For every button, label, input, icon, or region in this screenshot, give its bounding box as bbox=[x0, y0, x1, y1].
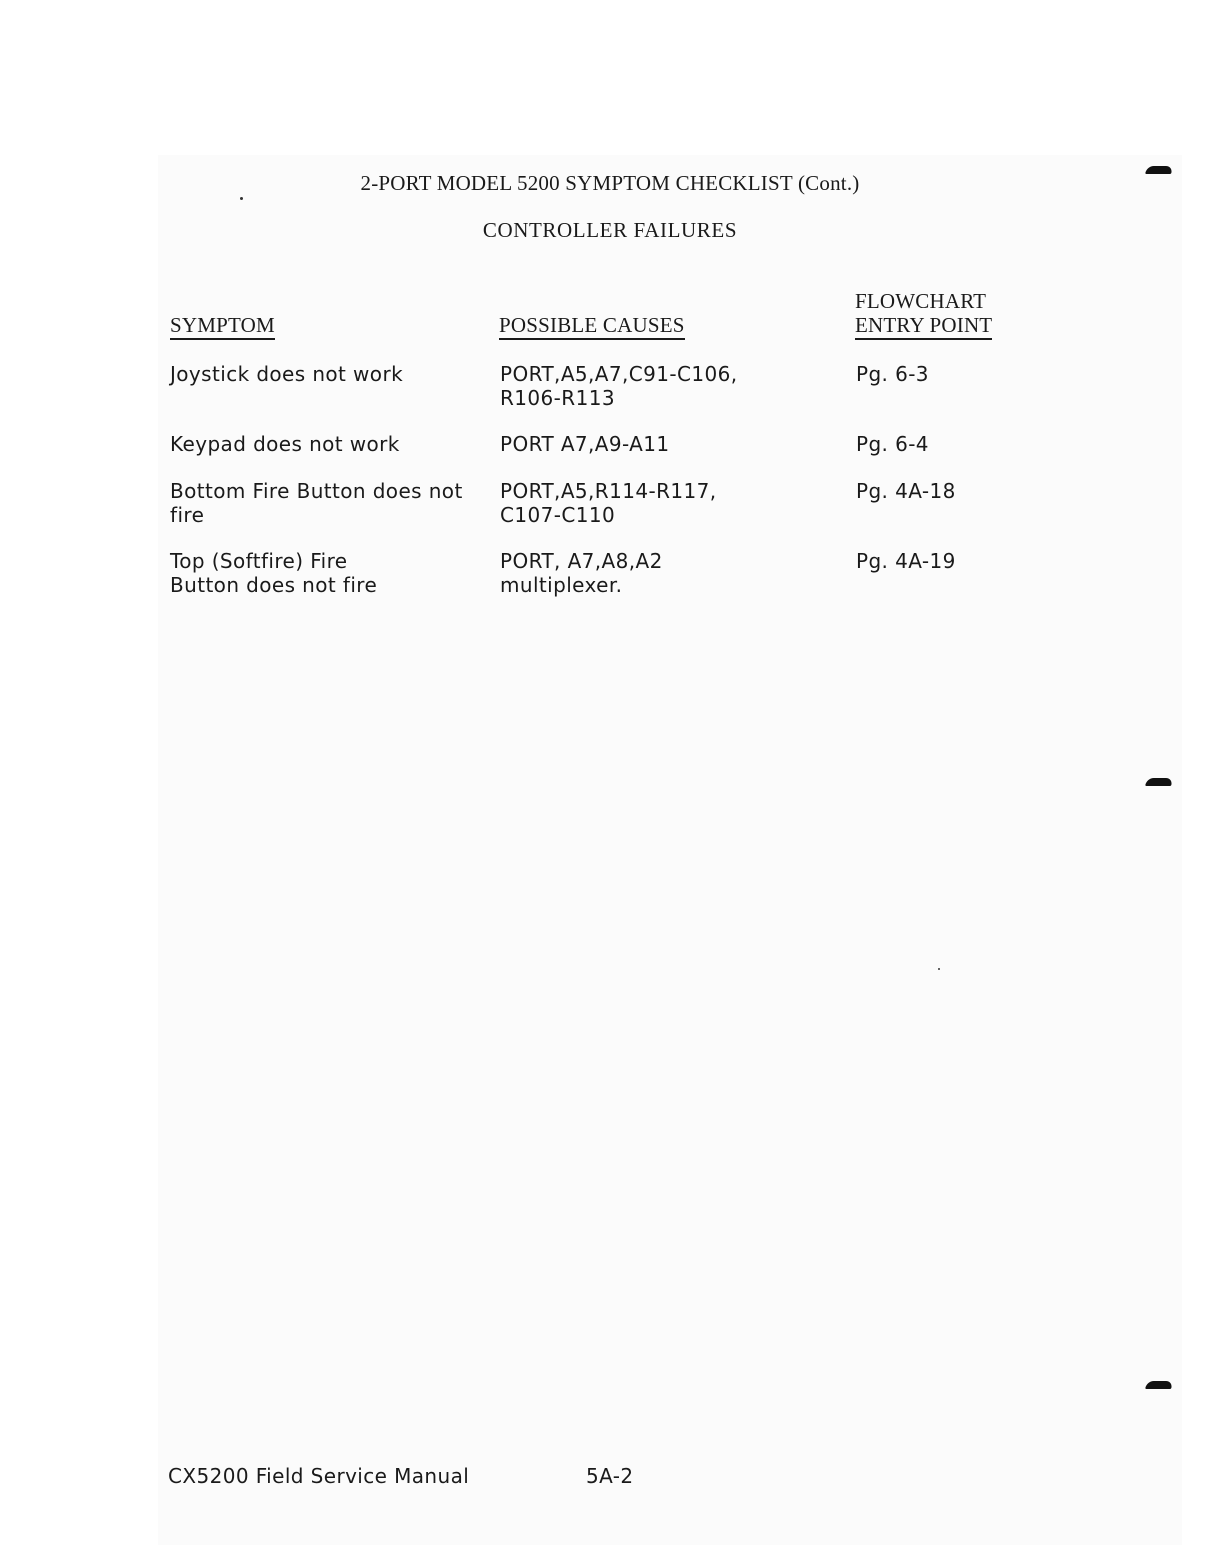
row-entry-point: Pg. 4A-19 bbox=[856, 549, 956, 573]
row-symptom: Keypad does not work bbox=[170, 432, 400, 456]
header-symptom bbox=[170, 313, 275, 337]
row-symptom: Joystick does not work bbox=[170, 362, 404, 386]
row-causes: PORT,A5,R114-R117, C107-C110 bbox=[500, 479, 717, 527]
row-entry-point: Pg. 6-4 bbox=[856, 432, 929, 456]
page-title: 2-PORT MODEL 5200 SYMPTOM CHECKLIST (Cont.) bbox=[360, 171, 860, 195]
header-symptom-label: SYMPTOM bbox=[170, 313, 275, 340]
row-causes: PORT,A5,A7,C91-C106, R106-R113 bbox=[500, 362, 738, 410]
header-flowchart-line1: FLOWCHART bbox=[855, 289, 987, 313]
row-causes: PORT, A7,A8,A2 multiplexer. bbox=[500, 549, 663, 597]
header-possible-causes bbox=[499, 313, 685, 337]
scan-speck bbox=[240, 197, 243, 200]
header-causes-label: POSSIBLE CAUSES bbox=[499, 313, 685, 340]
row-causes: PORT A7,A9-A11 bbox=[500, 432, 670, 456]
binder-hole-mark bbox=[1145, 778, 1173, 786]
header-flowchart-line2: ENTRY POINT bbox=[855, 313, 992, 340]
row-symptom: Top (Softfire) Fire Button does not fire bbox=[170, 549, 378, 597]
header-flowchart-entry-point bbox=[855, 289, 992, 340]
section-title: CONTROLLER FAILURES bbox=[482, 218, 738, 242]
row-entry-point: Pg. 6-3 bbox=[856, 362, 929, 386]
row-entry-point: Pg. 4A-18 bbox=[856, 479, 956, 503]
footer-page-number: 5A-2 bbox=[586, 1464, 634, 1488]
scan-speck bbox=[938, 968, 940, 970]
row-symptom: Bottom Fire Button does not fire bbox=[170, 479, 463, 527]
footer-manual-title: CX5200 Field Service Manual bbox=[168, 1464, 470, 1488]
binder-hole-mark bbox=[1145, 1381, 1173, 1389]
